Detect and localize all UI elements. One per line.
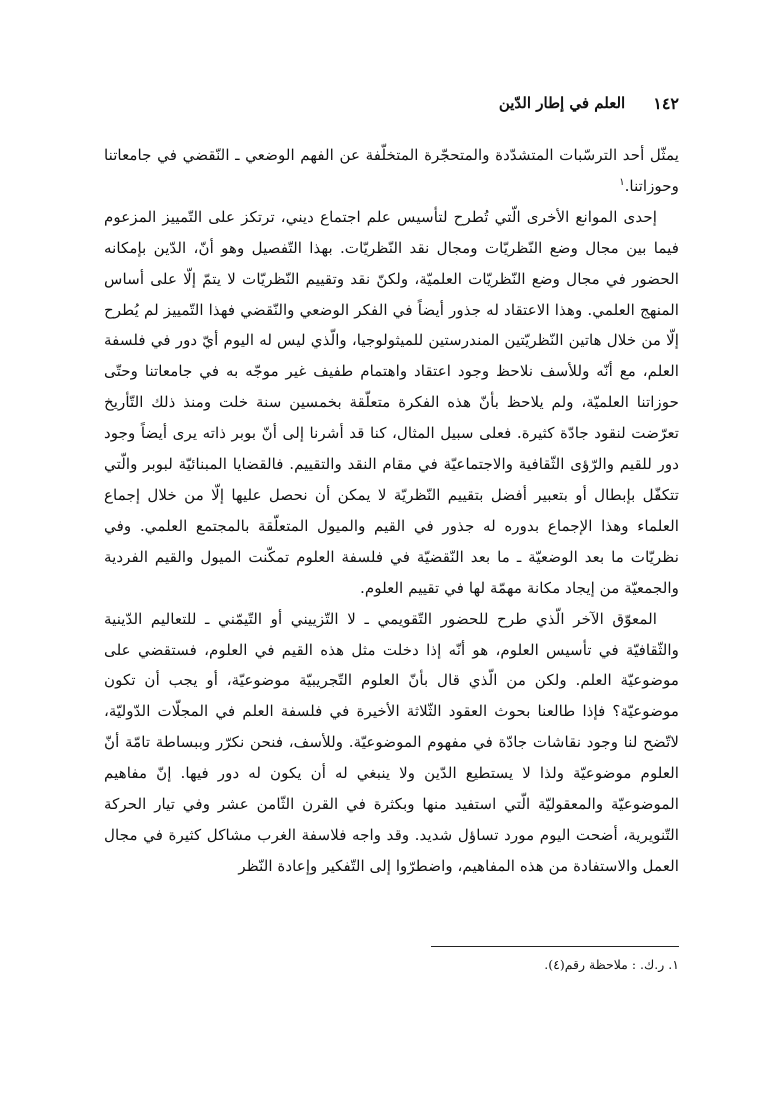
footnote-separator xyxy=(431,946,679,947)
paragraph-1-text: يمثّل أحد الترسّبات المتشدّدة والمتحجّرة المتخلّفة عن الفهم الوضعي ـ النّقضي في جامعاتنا وحوزاتنا. xyxy=(104,146,679,195)
paragraph-2-text: إحدى الموانع الأخرى الّتي تُطرح لتأسيس علم اجتماع ديني، ترتكز على التّمييز المزعوم فيما بين مجال وضع النّظريّات ومجال نقد النّظريّات. بهذا التّفصيل وهو أنّ، الدّين بإمكانه الحضور في مجال وضع النّظريّات العلميّة، ولكنّ نقد وتقييم النّظريّات لا يتمّ إلّا على أساس المنهج العلمي. وهذا الاعتقاد له جذور أيضاً في الفكر الوضعي والنّقضي فهذا التّمييز لم يُطرح إلّا من خلال هاتين النّظريّتين المندرستين للميثولوجيا، والّذي ليس له اليوم أيّ دور في فلسفة العلم، مع أنّه وللأسف نلاحظ وجود اعتقاد واهتمام طفيف غير موجّه به في جامعاتنا وحتّى حوزاتنا العلميّة، ولم يلاحظ بأنّ هذه الفكرة متعلّقة بخمسين سنة خلت ومنذ ذلك التّأريخ تعرّضت لنقود جادّة كثيرة. فعلى سبيل المثال، كنا قد أشرنا إلى أنّ بوبر ذاته يرى أيضاً وجود دور للقيم والرّؤى الثّقافية والاجتماعيّة في مقام النقد والتقييم. فالقضايا المبنائيّة لبوبر والّتي تتكفّل بإبطال أو بتعبير أفضل بتقييم النّظريّة لا يمكن أن نحصل عليها إلّا من خلال إجماع العلماء وهذا الإجماع بدوره له جذور في القيم والميول المتعلّقة بالمجتمع العلمي. وفي نظريّات ما بعد الوضعيّة ـ ما بعد النّقضيّة في فلسفة العلوم تمكّنت الميول والقيم الفردية والجمعيّة من إيجاد مكانة مهمّة لها في تقييم العلوم. xyxy=(104,207,679,597)
footnote xyxy=(104,955,679,975)
page-number: ١٤٢ xyxy=(653,93,679,113)
paragraph-2 xyxy=(104,202,679,604)
body-text xyxy=(104,140,679,882)
running-title: العلم في إطار الدّين xyxy=(498,94,626,112)
footnote-text: ١. ر.ك. : ملاحظة رقم(٤). xyxy=(544,957,679,972)
running-header xyxy=(104,92,679,114)
paragraph-1 xyxy=(104,140,679,202)
paragraph-3 xyxy=(104,604,679,882)
footnote-marker[interactable]: ١ xyxy=(619,176,625,188)
paragraph-3-text: المعوّق الآخر الّذي طرح للحضور التّقويمي ـ لا التّزييني أو التّيمّني ـ للتعاليم الدّينية والثّقافيّة في تأسيس العلوم، هو أنّه إذا دخلت مثل هذه القيم في العلوم، فستقضي على موضوعيّة العلم. ولكن من الّذي قال بأنّ العلوم التّجريبيّة موضوعيّة، أو يجب أن تكون موضوعيّة؟ فإذا طالعنا بحوث العقود الثّلاثة الأخيرة في فلسفة العلم في المجلّات الدّوليّة، لاتّضح لنا وجود نقاشات جادّة في مفهوم الموضوعيّة. وللأسف، فنحن نكرّر وببساطة تامّة أنّ العلوم موضوعيّة ولذا لا يستطيع الدّين ولا ينبغي له أن يكون له دور فيها. إنّ مفاهيم الموضوعيّة والمعقوليّة الّتي استفيد منها وبكثرة في القرن الثّامن عشر وفي تيار الحركة التّنويرية، أضحت اليوم مورد تساؤل شديد. وقد واجه فلاسفة الغرب مشاكل كثيرة في مجال العمل والاستفادة من هذه المفاهيم، واضطرّوا إلى التّفكير وإعادة النّظر xyxy=(104,609,679,875)
